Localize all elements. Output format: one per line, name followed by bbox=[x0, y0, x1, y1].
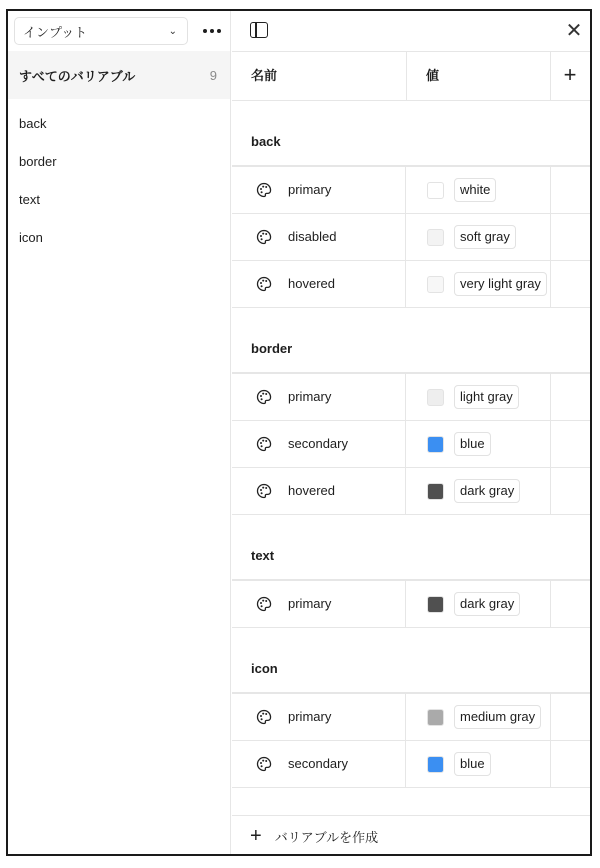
value-chip[interactable]: blue bbox=[454, 752, 491, 776]
variables-window bbox=[6, 9, 592, 856]
color-swatch[interactable] bbox=[427, 276, 444, 293]
color-swatch[interactable] bbox=[427, 756, 444, 773]
table-end-spacer bbox=[232, 788, 590, 816]
variable-name[interactable]: secondary bbox=[288, 436, 348, 451]
variable-name[interactable]: primary bbox=[288, 182, 332, 197]
variable-row[interactable] bbox=[232, 421, 590, 468]
palette-icon bbox=[256, 483, 272, 499]
column-header-name: 名前 bbox=[251, 68, 278, 83]
name-cell bbox=[232, 421, 406, 467]
variable-row[interactable] bbox=[232, 374, 590, 421]
palette-icon bbox=[256, 596, 272, 612]
value-chip[interactable]: dark gray bbox=[454, 592, 520, 616]
value-chip[interactable]: white bbox=[454, 178, 496, 202]
name-cell bbox=[232, 374, 406, 420]
section-text bbox=[232, 515, 590, 628]
variable-name[interactable]: secondary bbox=[288, 756, 348, 771]
value-cell bbox=[406, 214, 551, 260]
variable-name[interactable]: primary bbox=[288, 709, 332, 724]
name-cell bbox=[232, 214, 406, 260]
palette-icon bbox=[256, 436, 272, 452]
value-chip[interactable]: very light gray bbox=[454, 272, 547, 296]
color-swatch[interactable] bbox=[427, 182, 444, 199]
color-swatch[interactable] bbox=[427, 483, 444, 500]
section-title: icon bbox=[251, 661, 278, 676]
sidebar-item-icon[interactable]: icon bbox=[19, 230, 43, 245]
palette-icon bbox=[256, 182, 272, 198]
section-border bbox=[232, 308, 590, 515]
section-header bbox=[232, 515, 590, 581]
section-title: text bbox=[251, 548, 275, 563]
collection-dropdown[interactable] bbox=[14, 17, 188, 45]
column-header-value: 値 bbox=[426, 68, 440, 83]
palette-icon bbox=[256, 229, 272, 245]
variable-name[interactable]: disabled bbox=[288, 229, 337, 244]
variable-name[interactable]: primary bbox=[288, 596, 332, 611]
section-title: back bbox=[251, 134, 281, 149]
value-chip[interactable]: dark gray bbox=[454, 479, 520, 503]
value-chip[interactable]: soft gray bbox=[454, 225, 516, 249]
name-cell bbox=[232, 694, 406, 740]
value-cell bbox=[406, 421, 551, 467]
column-divider bbox=[406, 52, 407, 100]
color-swatch[interactable] bbox=[427, 596, 444, 613]
variable-row[interactable] bbox=[232, 581, 590, 628]
table-header bbox=[232, 52, 590, 101]
color-swatch[interactable] bbox=[427, 389, 444, 406]
variable-row[interactable] bbox=[232, 261, 590, 308]
palette-icon bbox=[256, 709, 272, 725]
variable-row[interactable] bbox=[232, 741, 590, 788]
color-swatch[interactable] bbox=[427, 436, 444, 453]
variables-table-panel bbox=[232, 11, 590, 854]
sidebar-toggle-icon[interactable] bbox=[250, 22, 268, 38]
sidebar-item-back[interactable]: back bbox=[19, 116, 47, 131]
variable-name[interactable]: hovered bbox=[288, 276, 335, 291]
section-header bbox=[232, 101, 590, 167]
value-cell bbox=[406, 167, 551, 213]
palette-icon bbox=[256, 756, 272, 772]
sidebar-item-all-variables[interactable] bbox=[8, 51, 230, 99]
variable-row[interactable] bbox=[232, 214, 590, 261]
close-icon[interactable]: ✕ bbox=[565, 20, 583, 42]
section-header bbox=[232, 628, 590, 694]
sidebar-item-border[interactable]: border bbox=[19, 154, 57, 169]
palette-icon bbox=[256, 389, 272, 405]
name-cell bbox=[232, 741, 406, 787]
toolbar bbox=[232, 11, 590, 52]
value-cell bbox=[406, 468, 551, 514]
section-back bbox=[232, 101, 590, 308]
all-variables-label: すべてのバリアブル bbox=[19, 68, 136, 84]
value-cell bbox=[406, 694, 551, 740]
color-swatch[interactable] bbox=[427, 229, 444, 246]
name-cell bbox=[232, 167, 406, 213]
table-body bbox=[232, 101, 590, 816]
value-cell bbox=[406, 261, 551, 307]
section-title: border bbox=[251, 341, 293, 356]
plus-icon: + bbox=[250, 825, 262, 847]
value-chip[interactable]: light gray bbox=[454, 385, 519, 409]
add-mode-icon[interactable]: + bbox=[550, 52, 589, 100]
value-chip[interactable]: medium gray bbox=[454, 705, 541, 729]
collection-label: インプット bbox=[23, 24, 88, 40]
name-cell bbox=[232, 261, 406, 307]
section-header bbox=[232, 308, 590, 374]
create-variable-button[interactable] bbox=[232, 818, 590, 854]
value-chip[interactable]: blue bbox=[454, 432, 491, 456]
chevron-down-icon: ⌄ bbox=[168, 25, 177, 37]
sidebar-item-text[interactable]: text bbox=[19, 192, 40, 207]
section-icon bbox=[232, 628, 590, 788]
all-variables-count: 9 bbox=[209, 67, 217, 83]
variable-row[interactable] bbox=[232, 167, 590, 214]
name-cell bbox=[232, 581, 406, 627]
value-cell bbox=[406, 741, 551, 787]
create-variable-label: バリアブルを作成 bbox=[274, 829, 379, 845]
palette-icon bbox=[256, 276, 272, 292]
value-cell bbox=[406, 581, 551, 627]
color-swatch[interactable] bbox=[427, 709, 444, 726]
more-options-icon[interactable] bbox=[200, 21, 224, 41]
variable-row[interactable] bbox=[232, 694, 590, 741]
group-list bbox=[19, 111, 57, 263]
variable-row[interactable] bbox=[232, 468, 590, 515]
name-cell bbox=[232, 468, 406, 514]
variable-name[interactable]: primary bbox=[288, 389, 332, 404]
value-cell bbox=[406, 374, 551, 420]
sidebar bbox=[8, 11, 231, 854]
variable-name[interactable]: hovered bbox=[288, 483, 335, 498]
